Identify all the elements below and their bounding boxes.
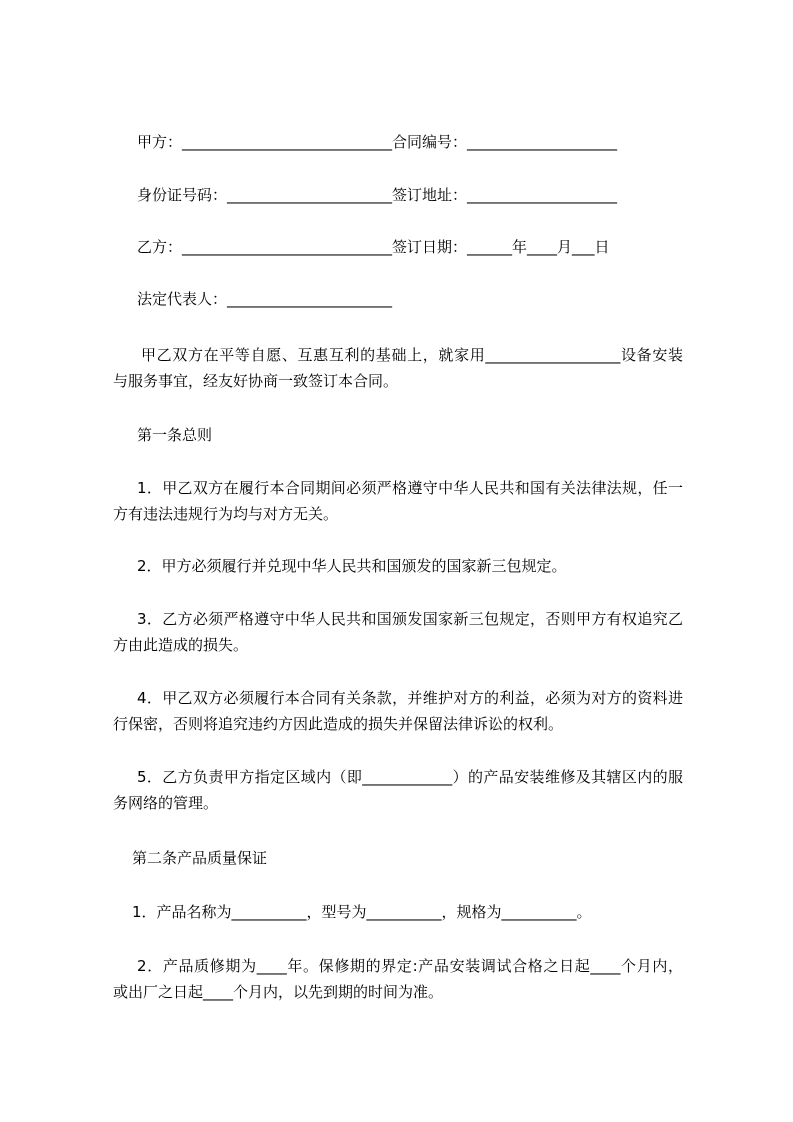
article-1-item-3-line-1: 3．乙方必须严格遵守中华人民共和国颁发国家新三包规定，否则甲方有权追究乙 — [137, 610, 683, 628]
id-number-field: 身份证号码：______________________签订地址：____________________ — [137, 186, 618, 204]
article-1-item-5-line-2: 务网络的管理。 — [113, 794, 219, 812]
article-2-item-1: 1．产品名称为__________，型号为__________，规格为__________。 — [132, 903, 592, 921]
article-1-item-4-line-2: 行保密，否则将追究违约方因此造成的损失并保留法律诉讼的权利。 — [113, 715, 564, 733]
intro-line-2: 与服务事宜，经友好协商一致签订本合同。 — [113, 372, 399, 390]
article-1-item-3-line-2: 方由此造成的损失。 — [113, 636, 249, 654]
article-2-title: 第二条产品质量保证 — [132, 849, 268, 867]
article-1-item-1-line-2: 方有违法违规行为均与对方无关。 — [113, 505, 339, 523]
intro-line-1: 甲乙双方在平等自愿、互惠互利的基础上，就家用__________________设备安装 — [141, 346, 683, 364]
article-1-item-1-line-1: 1．甲乙双方在履行本合同期间必须严格遵守中华人民共和国有关法律法规，任一 — [137, 479, 683, 497]
article-1-item-4-line-1: 4．甲乙双方必须履行本合同有关条款，并维护对方的利益，必须为对方的资料进 — [137, 689, 683, 707]
party-b-field: 乙方：____________________________签订日期：______年____月___日 — [137, 238, 610, 256]
article-1-title: 第一条总则 — [137, 426, 213, 444]
article-1-item-2: 2．甲方必须履行并兑现中华人民共和国颁发的国家新三包规定。 — [137, 557, 567, 575]
article-2-item-2-line-2: 或出厂之日起____个月内，以先到期的时间为准。 — [113, 983, 444, 1001]
legal-rep-field: 法定代表人：______________________ — [137, 290, 393, 308]
article-1-item-5-line-1: 5．乙方负责甲方指定区域内（即____________）的产品安装维修及其辖区内的服 — [137, 768, 683, 786]
party-a-field: 甲方：____________________________合同编号：____________________ — [137, 133, 618, 151]
article-2-item-2-line-1: 2．产品质修期为____年。保修期的界定:产品安装调试合格之日起____个月内， — [137, 957, 683, 975]
